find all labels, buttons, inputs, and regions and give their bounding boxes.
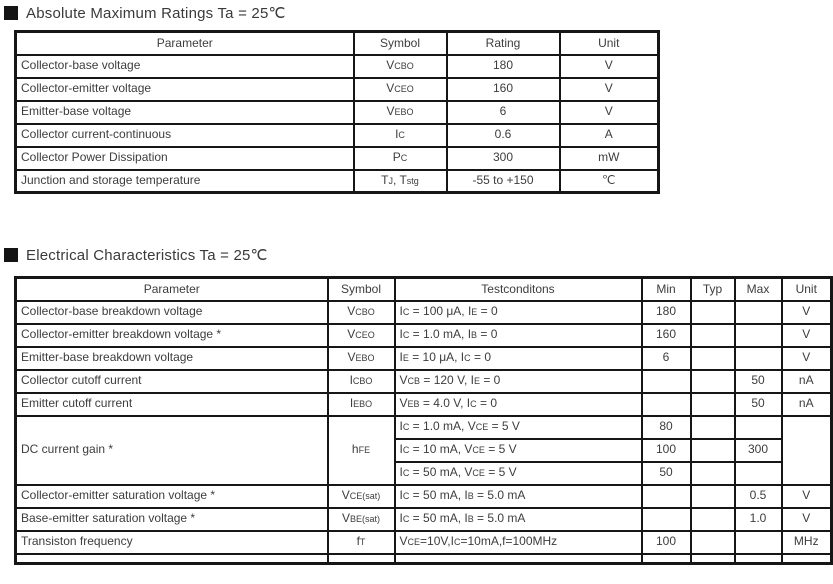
symbol-subscript: CE — [475, 422, 489, 433]
symbol-cell: VCEO — [328, 324, 395, 347]
typ-cell — [691, 393, 735, 416]
max-cell: 1.0 — [735, 508, 782, 531]
unit-cell: A — [560, 124, 659, 147]
symbol-cell: ICBO — [328, 370, 395, 393]
parameter-cell: Collector-emitter breakdown voltage * — [16, 324, 328, 347]
condition-cell: VEB = 4.0 V, IC = 0 — [395, 393, 642, 416]
min-cell: 50 — [642, 462, 691, 485]
symbol-subscript: E — [402, 353, 409, 364]
table-row — [16, 508, 832, 531]
rating-cell: -55 to +150 — [447, 170, 560, 193]
condition-cell: IC = 50 mA, VCE = 5 V — [395, 462, 642, 485]
table-row — [16, 78, 659, 101]
parameter-cell: Transiston frequency — [16, 531, 328, 554]
condition-cell: IC = 1.0 mA, IB = 0 — [395, 324, 642, 347]
symbol-subscript: CE(sat) — [349, 491, 381, 502]
max-cell — [735, 531, 782, 554]
table-row — [16, 170, 659, 193]
section-bullet-icon — [4, 6, 18, 20]
symbol-cell: VCE(sat) — [328, 485, 395, 508]
table-row — [16, 485, 832, 508]
parameter-cell: Collector-base breakdown voltage — [16, 301, 328, 324]
elec-char-section-title — [4, 246, 268, 264]
max-cell — [735, 462, 782, 485]
symbol-subscript: EBO — [355, 353, 375, 364]
symbol-cell: PC — [354, 147, 447, 170]
condition-cell: VCE=10V,IC=10mA,f=100MHz — [395, 531, 642, 554]
elec-char-table — [14, 276, 833, 565]
symbol-subscript: C — [402, 307, 410, 318]
symbol-subscript: C — [398, 130, 405, 141]
parameter-cell: Emitter-base voltage — [16, 101, 354, 124]
abs-max-title-text: Absolute Maximum Ratings Ta = 25℃ — [26, 5, 286, 22]
unit-cell: nA — [782, 393, 832, 416]
column-header: Parameter — [16, 278, 328, 301]
symbol-cell: VCBO — [328, 301, 395, 324]
table-row — [16, 531, 832, 554]
parameter-cell: Collector-base voltage — [16, 55, 354, 78]
empty-cell — [16, 554, 328, 564]
empty-cell — [691, 554, 735, 564]
max-cell — [735, 324, 782, 347]
typ-cell — [691, 485, 735, 508]
typ-cell — [691, 462, 735, 485]
max-cell — [735, 301, 782, 324]
symbol-subscript: C — [453, 537, 461, 548]
symbol-subscript: CB — [407, 376, 421, 387]
symbol-cell: VCEO — [354, 78, 447, 101]
min-cell — [642, 393, 691, 416]
empty-cell — [735, 554, 782, 564]
abs-max-table — [14, 30, 660, 194]
symbol-subscript: J — [388, 176, 394, 187]
symbol-subscript: CEO — [355, 330, 375, 341]
symbol-subscript: CEO — [394, 84, 414, 95]
table-row — [16, 370, 832, 393]
symbol-subscript: E — [471, 307, 478, 318]
rating-cell: 6 — [447, 101, 560, 124]
condition-cell: IC = 100 μA, IE = 0 — [395, 301, 642, 324]
min-cell: 100 — [642, 439, 691, 462]
parameter-cell: Collector current-continuous — [16, 124, 354, 147]
max-cell: 300 — [735, 439, 782, 462]
symbol-subscript: C — [402, 468, 410, 479]
symbol-subscript: CE — [407, 537, 421, 548]
symbol-subscript: C — [470, 399, 477, 410]
table-row — [16, 324, 832, 347]
max-cell — [735, 416, 782, 439]
parameter-cell: Base-emitter saturation voltage * — [16, 508, 328, 531]
parameter-cell: Collector cutoff current — [16, 370, 328, 393]
symbol-cell: VCBO — [354, 55, 447, 78]
condition-cell: VCB = 120 V, IE = 0 — [395, 370, 642, 393]
table-row — [16, 147, 659, 170]
condition-cell: IC = 1.0 mA, VCE = 5 V — [395, 416, 642, 439]
max-cell: 50 — [735, 370, 782, 393]
elec-char-title-text: Electrical Characteristics Ta = 25℃ — [26, 247, 268, 264]
min-cell — [642, 485, 691, 508]
symbol-subscript: CE — [472, 445, 485, 456]
empty-cell — [782, 554, 832, 564]
typ-cell — [691, 347, 735, 370]
table-row — [16, 124, 659, 147]
parameter-cell: DC current gain * — [16, 416, 328, 485]
column-header: Symbol — [354, 32, 447, 55]
symbol-subscript: CBO — [355, 307, 375, 318]
symbol-subscript: CBO — [394, 61, 414, 72]
column-header: Symbol — [328, 278, 395, 301]
symbol-cell: IC — [354, 124, 447, 147]
rating-cell: 300 — [447, 147, 560, 170]
unit-cell: V — [782, 347, 832, 370]
symbol-cell: hFE — [328, 416, 395, 485]
parameter-cell: Emitter cutoff current — [16, 393, 328, 416]
section-bullet-icon — [4, 248, 18, 262]
table-row — [16, 55, 659, 78]
column-header: Typ — [691, 278, 735, 301]
unit-cell: V — [782, 301, 832, 324]
rating-cell: 160 — [447, 78, 560, 101]
column-header: Rating — [447, 32, 560, 55]
rating-cell: 0.6 — [447, 124, 560, 147]
min-cell: 160 — [642, 324, 691, 347]
typ-cell — [691, 508, 735, 531]
symbol-subscript: C — [402, 422, 410, 433]
symbol-subscript: EB — [407, 399, 420, 410]
condition-cell: IC = 10 mA, VCE = 5 V — [395, 439, 642, 462]
symbol-subscript: CBO — [352, 376, 373, 387]
table-row — [16, 101, 659, 124]
parameter-cell: Collector Power Dissipation — [16, 147, 354, 170]
elec-char-header-row — [16, 278, 832, 301]
typ-cell — [691, 416, 735, 439]
table-row — [16, 347, 832, 370]
condition-cell: IE = 10 μA, IC = 0 — [395, 347, 642, 370]
symbol-subscript: E — [473, 376, 480, 387]
max-cell — [735, 347, 782, 370]
symbol-subscript: CE — [472, 468, 485, 479]
unit-cell: mW — [560, 147, 659, 170]
abs-max-section-title — [4, 4, 286, 22]
typ-cell — [691, 531, 735, 554]
typ-cell — [691, 370, 735, 393]
max-cell: 0.5 — [735, 485, 782, 508]
min-cell: 100 — [642, 531, 691, 554]
symbol-subscript: EBO — [353, 399, 373, 410]
symbol-cell: VBE(sat) — [328, 508, 395, 531]
empty-cell — [395, 554, 642, 564]
symbol-subscript: C — [464, 353, 471, 364]
symbol-subscript: C — [402, 491, 410, 502]
symbol-subscript: B — [467, 514, 474, 525]
parameter-cell: Junction and storage temperature — [16, 170, 354, 193]
min-cell — [642, 370, 691, 393]
unit-cell: V — [560, 101, 659, 124]
max-cell: 50 — [735, 393, 782, 416]
unit-cell: V — [782, 508, 832, 531]
symbol-subscript: C — [402, 330, 410, 341]
typ-cell — [691, 301, 735, 324]
symbol-subscript: EBO — [394, 107, 414, 118]
empty-cell — [328, 554, 395, 564]
parameter-cell: Emitter-base breakdown voltage — [16, 347, 328, 370]
condition-cell: IC = 50 mA, IB = 5.0 mA — [395, 508, 642, 531]
symbol-subscript: C — [400, 153, 408, 164]
unit-cell: nA — [782, 370, 832, 393]
unit-cell: MHz — [782, 531, 832, 554]
min-cell — [642, 508, 691, 531]
unit-cell — [782, 416, 832, 485]
condition-cell: IC = 50 mA, IB = 5.0 mA — [395, 485, 642, 508]
symbol-subscript: C — [402, 514, 410, 525]
unit-cell: ℃ — [560, 170, 659, 193]
unit-cell: V — [560, 55, 659, 78]
unit-cell: V — [782, 485, 832, 508]
empty-cell — [642, 554, 691, 564]
parameter-cell: Collector-emitter voltage — [16, 78, 354, 101]
table-row — [16, 393, 832, 416]
unit-cell: V — [560, 78, 659, 101]
column-header: Min — [642, 278, 691, 301]
column-header: Testconditons — [395, 278, 642, 301]
symbol-subscript: B — [467, 491, 474, 502]
clipped-partial-row — [16, 554, 832, 564]
symbol-cell: VEBO — [328, 347, 395, 370]
symbol-cell: VEBO — [354, 101, 447, 124]
parameter-cell: Collector-emitter saturation voltage * — [16, 485, 328, 508]
typ-cell — [691, 324, 735, 347]
table-row — [16, 416, 832, 439]
min-cell: 6 — [642, 347, 691, 370]
unit-cell: V — [782, 324, 832, 347]
symbol-cell: TJ, Tstg — [354, 170, 447, 193]
typ-cell — [691, 439, 735, 462]
symbol-subscript: BE(sat) — [350, 514, 381, 525]
symbol-cell: fT — [328, 531, 395, 554]
symbol-subscript: FE — [358, 445, 371, 456]
column-header: Parameter — [16, 32, 354, 55]
column-header: Unit — [782, 278, 832, 301]
symbol-subscript: T — [359, 537, 366, 548]
symbol-cell: IEBO — [328, 393, 395, 416]
symbol-subscript: C — [402, 445, 410, 456]
table-row — [16, 301, 832, 324]
symbol-subscript: B — [471, 330, 478, 341]
column-header: Max — [735, 278, 782, 301]
abs-max-header-row — [16, 32, 659, 55]
min-cell: 180 — [642, 301, 691, 324]
symbol-subscript: stg — [406, 176, 419, 187]
column-header: Unit — [560, 32, 659, 55]
min-cell: 80 — [642, 416, 691, 439]
rating-cell: 180 — [447, 55, 560, 78]
